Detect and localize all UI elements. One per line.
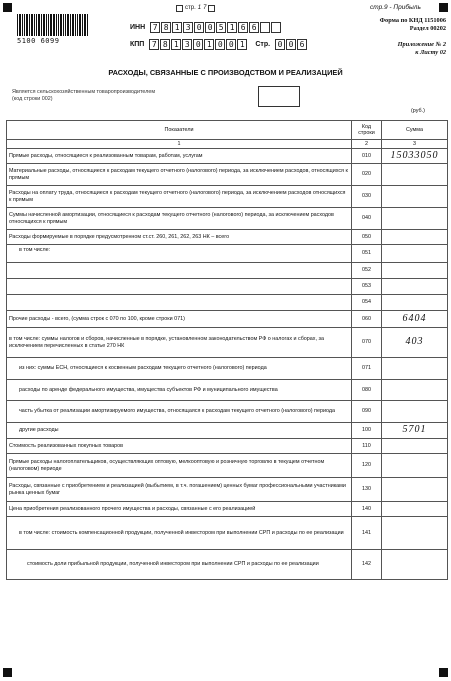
row-label: другие расходы [7,423,352,439]
page-number [176,5,215,12]
table-row [7,423,448,439]
row-code: 110 [352,439,382,454]
row-label [7,295,352,311]
kpp-cell: 7 [149,39,159,50]
barcode [17,14,88,45]
table-row [7,164,448,186]
row-label: Прямые расходы, относящиеся к реализованным товарам, работам, услугам [7,149,352,164]
table-row [7,230,448,245]
barcode-number: 5100 6099 [17,37,60,45]
table-row [7,279,448,295]
inn-cell: 6 [249,22,259,33]
amount-field[interactable] [382,164,448,186]
row-label: в том числе: стоимость компенсационной продукции, полученной инвестором при выполнении СРП и расходы по ее реализации [7,517,352,550]
inn-row [130,22,282,33]
row-label: Расходы, связанные с приобретением и реализацией (выбытием, в т.ч. погашением) ценных бумаг профессиональными участниками рынка ценных бумаг [7,478,352,502]
table-row [7,358,448,380]
table-row [7,149,448,164]
doc-reference: стр.9 - Прибыль [370,4,421,11]
table-row [7,439,448,454]
table-row [7,502,448,517]
row-code: 141 [352,517,382,550]
inn-cell [271,22,281,33]
row-label: Стоимость реализованных покупных товаров [7,439,352,454]
kpp-cell: 8 [160,39,170,50]
row-code: 080 [352,380,382,401]
page-digit: 7 [203,5,207,12]
kpp-cell: 0 [193,39,203,50]
appendix-label: Приложение № 2 [397,41,446,48]
expenses-table [6,120,448,580]
page-title: РАСХОДЫ, СВЯЗАННЫЕ С ПРОИЗВОДСТВОМ И РЕАЛИЗАЦИЕЙ [108,68,343,77]
inn-cell: 0 [194,22,204,33]
row-label: в том числе: суммы налогов и сборов, начисленные в порядке, установленном законодательством РФ о налогах и сборах, за исключением перечисленных в статье 270 НК [7,328,352,358]
form-code-block [354,17,446,57]
row-code: 051 [352,245,382,263]
inn-cell [260,22,270,33]
unit-label: (руб.) [411,108,425,114]
kpp-cell: 3 [182,39,192,50]
row-code: 090 [352,401,382,423]
inn-label: ИНН [130,24,146,31]
column-number: 3 [382,140,448,149]
row-label: стоимость доли прибыльной продукции, полученной инвестором при выполнении СРП и расходы по ее реализации [7,550,352,580]
table-header-row [7,121,448,140]
row-code: 060 [352,311,382,328]
kpp-cell: 0 [226,39,236,50]
amount-field[interactable] [382,186,448,208]
kpp-field[interactable] [149,39,248,50]
table-row [7,311,448,328]
corner-marker-top-right [439,3,448,12]
form-code: Форма по КНД 1151006 [379,17,446,24]
inn-cell: 1 [227,22,237,33]
page-label: стр. [185,5,196,12]
str-cell: 6 [297,39,307,50]
row-code: 070 [352,328,382,358]
table-row [7,401,448,423]
sheet-label: к Листу 02 [415,49,446,56]
row-label: Суммы начисленной амортизации, относящиеся к расходам текущего отчетного (налогового) периода, за исключением расходов относящихся к прямым [7,208,352,230]
page-digit: 1 [197,5,202,12]
section-code: Раздел 00202 [409,25,446,32]
inn-cell: 8 [161,22,171,33]
row-code: 020 [352,164,382,186]
column-header: Показатели [7,121,352,140]
amount-field[interactable] [382,208,448,230]
inn-field[interactable] [150,22,282,33]
row-label: Прочие расходы - всего, (сумма строк с 070 по 100, кроме строки 071) [7,311,352,328]
amount-field[interactable] [382,454,448,478]
inn-cell: 5 [216,22,226,33]
amount-field[interactable] [382,279,448,295]
amount-field[interactable] [382,245,448,263]
table-row [7,550,448,580]
checkbox-icon [176,5,183,12]
amount-field[interactable] [382,478,448,502]
column-header: Код строки [352,121,382,140]
row-code: 100 [352,423,382,439]
table-row [7,245,448,263]
amount-field[interactable] [382,230,448,245]
amount-field[interactable] [382,550,448,580]
row-label: из них: суммы ЕСН, относящиеся к косвенным расходам текущего отчетного (налогового) периода [7,358,352,380]
row-code: 120 [352,454,382,478]
row-code: 054 [352,295,382,311]
row-code: 030 [352,186,382,208]
amount-field[interactable] [382,439,448,454]
table-row [7,186,448,208]
amount-field[interactable] [382,263,448,279]
amount-field[interactable] [382,295,448,311]
row-label: расходы по аренде федерального имущества, имущества субъектов РФ и муниципального имущества [7,380,352,401]
row-label [7,263,352,279]
str-cell: 0 [286,39,296,50]
amount-field[interactable]: 403 [382,328,448,358]
table-row [7,208,448,230]
inn-cell: 3 [183,22,193,33]
kpp-cell: 1 [204,39,214,50]
kpp-cell: 0 [215,39,225,50]
table-row [7,454,448,478]
barcode-bars [17,14,88,36]
table-row [7,380,448,401]
amount-field[interactable] [382,401,448,423]
amount-field[interactable] [382,517,448,550]
table-row [7,517,448,550]
column-number: 2 [352,140,382,149]
row-code: 140 [352,502,382,517]
row-label: Прямые расходы налогоплательщиков, осуществляющих оптовую, мелкооптовую и розничную торговлю в текущем отчетном (налоговом) периоде [7,454,352,478]
row-code: 040 [352,208,382,230]
row-label: часть убытка от реализации амортизируемого имущества, относящаяся к расходам текущего отчетного (налогового) периода [7,401,352,423]
row-code: 050 [352,230,382,245]
amount-field[interactable]: 5701 [382,423,448,439]
inn-cell: 6 [238,22,248,33]
amount-field[interactable] [382,380,448,401]
row-label [7,279,352,295]
corner-marker-bottom-left [3,668,12,677]
str-cell: 0 [275,39,285,50]
amount-field[interactable]: 15033050 [382,149,448,164]
row-label: Цена приобретения реализованного прочего имущества и расходы, связанные с его реализацией [7,502,352,517]
str-label: Стр. [255,41,271,48]
row-code: 130 [352,478,382,502]
inn-cell: 1 [172,22,182,33]
row-label: Расходы формируемые в порядке предусмотренном ст.ст. 260, 261, 262, 263 НК – всего [7,230,352,245]
corner-marker-top-left [3,3,12,12]
agri-producer-label: Является сельскохозяйственным товаропроизводителем (код строки 002) [12,89,156,102]
row-code: 053 [352,279,382,295]
kpp-cell: 1 [237,39,247,50]
row-code: 010 [352,149,382,164]
row-label: Расходы на оплату труда, относящиеся к расходам текущего отчетного (налогового) периода, за исключением расходов относящихся к прямым [7,186,352,208]
inn-cell: 0 [205,22,215,33]
row-code: 071 [352,358,382,380]
agri-producer-field[interactable] [258,86,300,107]
row-label: Материальные расходы, относящиеся к расходам текущего отчетного (налогового) периода, за исключением расходов, относящихся к прямым [7,164,352,186]
column-number-row [7,140,448,149]
table-row [7,478,448,502]
amount-field[interactable]: 6404 [382,311,448,328]
row-label: в том числе: [7,245,352,263]
inn-cell: 7 [150,22,160,33]
row-code: 142 [352,550,382,580]
row-code: 052 [352,263,382,279]
kpp-cell: 1 [171,39,181,50]
table-row [7,295,448,311]
amount-field[interactable] [382,502,448,517]
table-row [7,263,448,279]
amount-field[interactable] [382,358,448,380]
column-header: Сумма [382,121,448,140]
column-number: 1 [7,140,352,149]
table-row [7,328,448,358]
str-field[interactable] [275,39,308,50]
checkbox-icon [208,5,215,12]
kpp-label: КПП [130,41,145,48]
kpp-row [130,39,308,50]
corner-marker-bottom-right [439,668,448,677]
